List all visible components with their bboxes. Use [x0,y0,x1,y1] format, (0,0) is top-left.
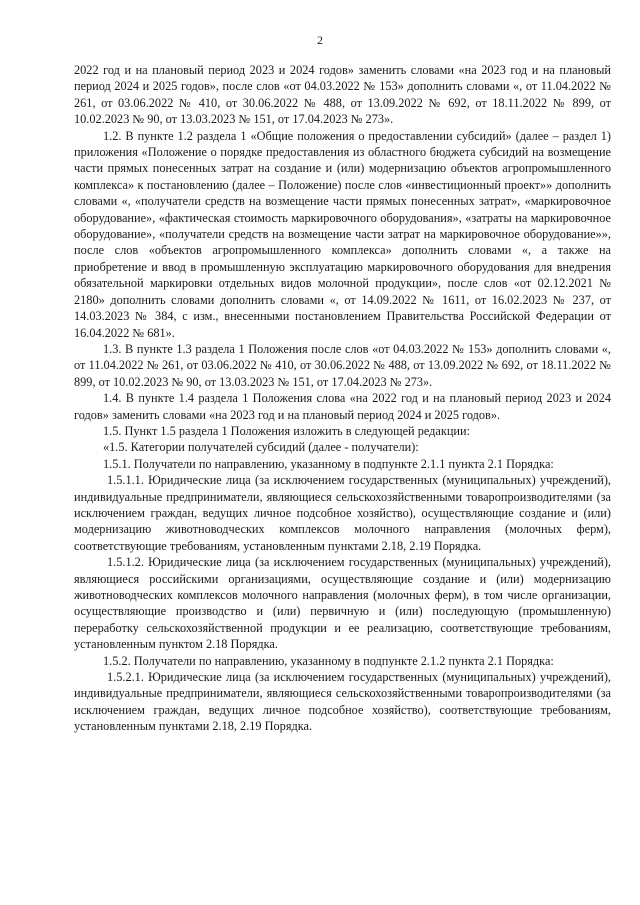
paragraph-1-5-heading: «1.5. Категории получателей субсидий (далее - получатели): [103,440,419,455]
paragraph-1-3: 1.3. В пункте 1.3 раздела 1 Положения после слов «от 04.03.2022 № 153» дополнить словами «, от 11.04.2022 № 261, от 03.06.2022 № 410, от 30.06.2022 № 488, от 13.09.2022 № 692, от 18.11.2022 № 899, от 10.02.2023 № 90, от 13.03.2023 № 151, от 17.04.2023 № 273». [74,341,611,389]
paragraph-1-5-2: 1.5.2. Получатели по направлению, указанному в подпункте 2.1.2 пункта 2.1 Порядка: [103,653,554,668]
paragraph-1-5-1-2: 1.5.1.2. Юридические лица (за исключением государственных (муниципальных) учреждений), являющиеся российскими организациями, осуществляющие создание и (или) модернизацию животноводческих комплексов молочного направления (молочных ферм), в том числе организации, осуществляющие производство и (или) первичную и (или) последующую (промышленную) переработку сельскохозяйственной продукции и ее реализацию, соответствующие требованиям, установленным пунктом 2.18 Порядка. [74,555,611,652]
paragraph-1-4: 1.4. В пункте 1.4 раздела 1 Положения слова «на 2022 год и на плановый период 2023 и 2024 годов» заменить словами «на 2023 год и на плановый период 2024 и 2025 годов». [74,391,611,422]
paragraph-continuation: 2022 год и на плановый период 2023 и 2024 годов» заменить словами «на 2023 год и на плановый период 2024 и 2025 годов», после слов «от 04.03.2022 № 153» дополнить словами «, от 11.04.2022 № 261, от 03.06.2022 № 410, от 30.06.2022 № 488, от 13.09.2022 № 692, от 18.11.2022 № 899, от 10.02.2023 № 90, от 13.03.2023 № 151, от 17.04.2023 № 273». [74,63,611,127]
paragraph-1-5-1-1: 1.5.1.1. Юридические лица (за исключением государственных (муниципальных) учреждений), индивидуальные предприниматели, являющиеся сельскохозяйственными товаропроизводителями (за исключением граждан, ведущих личное подсобное хозяйство), осуществляющие создание и (или) модернизацию животноводческих комплексов молочного направления (молочных ферм), соответствующие требованиям, установленным пунктами 2.18, 2.19 Порядка. [74,473,611,553]
paragraph-1-5: 1.5. Пункт 1.5 раздела 1 Положения изложить в следующей редакции: [103,423,470,438]
document-body [74,62,611,735]
page-number: 2 [317,33,323,47]
paragraph-1-5-1: 1.5.1. Получатели по направлению, указанному в подпункте 2.1.1 пункта 2.1 Порядка: [103,456,554,471]
paragraph-1-2: 1.2. В пункте 1.2 раздела 1 «Общие положения о предоставлении субсидий» (далее – раздел 1) приложения «Положение о порядке предоставления из областного бюджета субсидий на возмещение части прямых понесенных затрат на создание и (или) модернизацию объектов агропромышленного комплекса» к постановлению (далее – Положение) после слов «инвестиционный проект»» дополнить словами «, «получатели средств на возмещение части прямых понесенных затрат», «маркировочное оборудование», «фактическая стоимость маркировочного оборудования», «затраты на маркировочное оборудование», «получатели средств на возмещение части затрат на маркировочное оборудование»», после слов «объектов агропромышленного комплекса» дополнить словами «, а также на приобретение и ввод в промышленную эксплуатацию маркировочного оборудования для внедрения обязательной маркировки отдельных видов молочной продукции», после слов «от 02.12.2021 № 2180» дополнить словами дополнить словами «, от 14.09.2022 № 1611, от 16.02.2023 № 237, от 14.03.2023 № 384, с изм., внесенными постановлением Правительства Российской Федерации от 16.04.2022 № 681». [74,128,611,340]
paragraph-1-5-2-1: 1.5.2.1. Юридические лица (за исключением государственных (муниципальных) учреждений), индивидуальные предприниматели, являющиеся сельскохозяйственными товаропроизводителями (за исключением граждан, ведущих личное подсобное хозяйство), соответствующие требованиям, установленным пунктами 2.18, 2.19 Порядка. [74,670,611,734]
